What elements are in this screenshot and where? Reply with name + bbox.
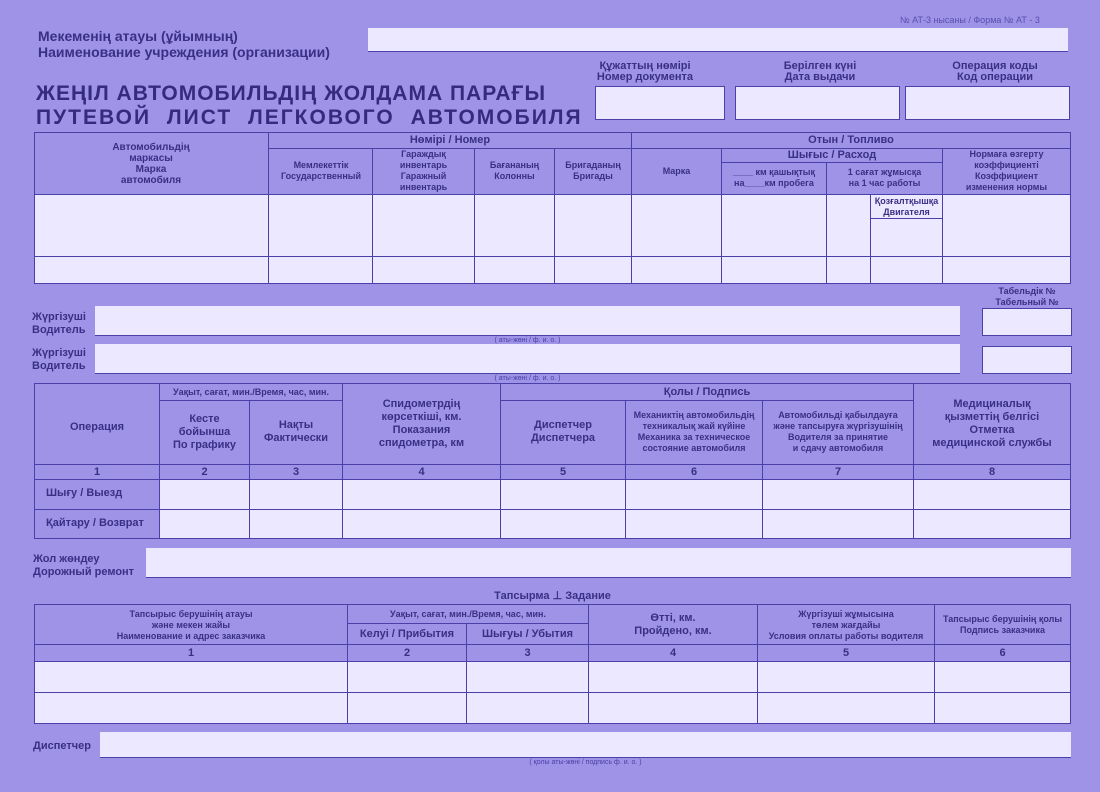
road-repair-label: Жол жөндеу Дорожный ремонт	[33, 553, 135, 578]
engine-header: Қозғалтқышқа Двигателя	[874, 196, 939, 217]
consumption-header: Шығыс / Расход	[787, 149, 877, 161]
per-hour-header: 1 сағат жұмысқа на 1 час работы	[847, 167, 922, 188]
customer-sign-header: Тапсырыс берушінің қолы Подпись заказчика	[942, 614, 1063, 635]
title-kz: ЖЕҢІЛ АВТОМОБИЛЬДІҢ ЖОЛДАМА ПАРАҒЫ	[36, 82, 547, 105]
task-col-num-6: 6	[999, 647, 1006, 659]
task-col-num-1: 1	[187, 647, 195, 659]
dispatcher-sign-header: Диспетчер Диспетчера	[530, 419, 596, 444]
vehicle-number-header: Нөмірі / Номер	[409, 134, 491, 146]
medical-header: Медициналық қызметтің белгісі Отметка медицинской службы	[932, 398, 1052, 449]
org-label-ru: Наименование учреждения (организации)	[38, 44, 330, 60]
ops-col-num-1: 1	[93, 466, 101, 478]
task-col-num-3: 3	[524, 647, 531, 659]
tab-number-field-2[interactable]	[982, 346, 1072, 374]
distance-header: Өтті, км. Пройдено, км.	[634, 612, 712, 637]
ops-col-num-7: 7	[834, 466, 842, 478]
ops-col-num-4: 4	[418, 466, 425, 478]
issue-date-label: Берілген күні Дата выдачи	[783, 60, 857, 83]
title-ru: ПУТЕВОЙ ЛИСТ ЛЕГКОВОГО АВТОМОБИЛЯ	[36, 106, 583, 129]
vehicle-make-header: Автомобильдің маркасы Марка автомобиля	[112, 142, 190, 186]
ops-col-num-5: 5	[559, 466, 567, 478]
ops-col-num-8: 8	[988, 466, 996, 478]
task-departure-header: Шығуы / Убытия	[481, 628, 574, 640]
driver-label-1: Жүргізуші Водитель	[32, 311, 86, 336]
doc-number-field[interactable]	[595, 86, 725, 120]
garage-number-header: Гараждық инвентарь Гаражный инвентарь	[399, 149, 448, 192]
operation-header: Операция	[69, 420, 125, 433]
row-departure: Шығу / Выезд	[46, 487, 123, 499]
row-return: Қайтару / Возврат	[46, 517, 144, 529]
speedometer-header: Спидометрдің көрсеткіші, км. Показания спидометра, км	[378, 398, 465, 449]
tab-number-field-1[interactable]	[982, 308, 1072, 336]
tab-number-label: Табельдік № Табельный №	[995, 286, 1059, 307]
dispatcher-label: Диспетчер	[33, 740, 91, 752]
by-schedule-header: Кесте бойынша По графику	[172, 412, 237, 451]
task-time-header: Уақыт, сағат, мин./Время, час, мин.	[390, 609, 546, 619]
task-col-num-2: 2	[403, 647, 411, 659]
norm-coef-header: Нормаға өзгерту коэффициенті Коэффициент изменения нормы	[965, 149, 1048, 192]
fuel-brand-header: Марка	[662, 165, 691, 176]
driver-label-2: Жүргізуші Водитель	[32, 347, 86, 372]
state-number-header: Мемлекеттік Государственный	[281, 160, 361, 181]
driver-caption-1: ( аты-жөні / ф. и. о. )	[494, 337, 561, 344]
org-label-kz: Мекеменің атауы (ұйымның)	[38, 28, 238, 44]
dispatcher-caption: ( қолы аты-жөні / подпись ф. и. о. )	[529, 759, 642, 766]
ops-time-header: Уақыт, сағат, мин./Время, час, мин.	[173, 387, 329, 397]
task-title: Тапсырма ⊥ Задание	[494, 589, 611, 602]
road-repair-field[interactable]	[146, 548, 1071, 578]
pay-conditions-header: Жүргізуші жұмысына төлем жағдайы Условия оплаты работы водителя	[768, 608, 924, 641]
fuel-header: Отын / Топливо	[808, 134, 894, 146]
driver-name-field-1[interactable]	[95, 306, 960, 336]
per-km-header: ____ км қашықтық на____км пробега	[733, 167, 815, 188]
issue-date-field[interactable]	[735, 86, 900, 120]
task-col-num-4: 4	[669, 647, 677, 659]
dispatcher-signature-field[interactable]	[100, 732, 1071, 758]
ops-col-num-2: 2	[201, 466, 208, 478]
brigade-header: Бригаданың Бригады	[565, 160, 621, 181]
ops-col-num-3: 3	[292, 466, 300, 478]
customer-header: Тапсырыс берушінің атауы және мекен жайы Наименование и адрес заказчика	[116, 608, 266, 641]
op-code-label: Операция коды Код операции	[952, 60, 1038, 83]
signature-header: Қолы / Подпись	[663, 385, 751, 398]
mechanic-sign-header: Механиктің автомобильдің техникалық жай күйіне Механика за техническое состояние автомобиля	[633, 410, 755, 453]
task-col-num-5: 5	[842, 647, 850, 659]
driver-accept-header: Автомобильді қабылдауға және тапсыруға жүргізушінің Водителя за принятие и сдачу автомобиля	[773, 410, 903, 453]
doc-number-label: Құжаттың нөмірі Номер документа	[596, 60, 694, 83]
column-header: Бағананың Колонны	[489, 160, 540, 181]
arrival-header: Келуі / Прибытия	[359, 628, 455, 640]
ops-col-num-6: 6	[690, 466, 698, 478]
driver-name-field-2[interactable]	[95, 344, 960, 374]
form-code: № АТ-3 нысаны / Форма № АТ - 3	[900, 15, 1040, 25]
org-name-field[interactable]	[368, 28, 1068, 52]
driver-caption-2: ( аты-жөні / ф. и. о. )	[494, 375, 561, 382]
actual-header: Нақты Фактически	[264, 419, 328, 444]
op-code-field[interactable]	[905, 86, 1070, 120]
